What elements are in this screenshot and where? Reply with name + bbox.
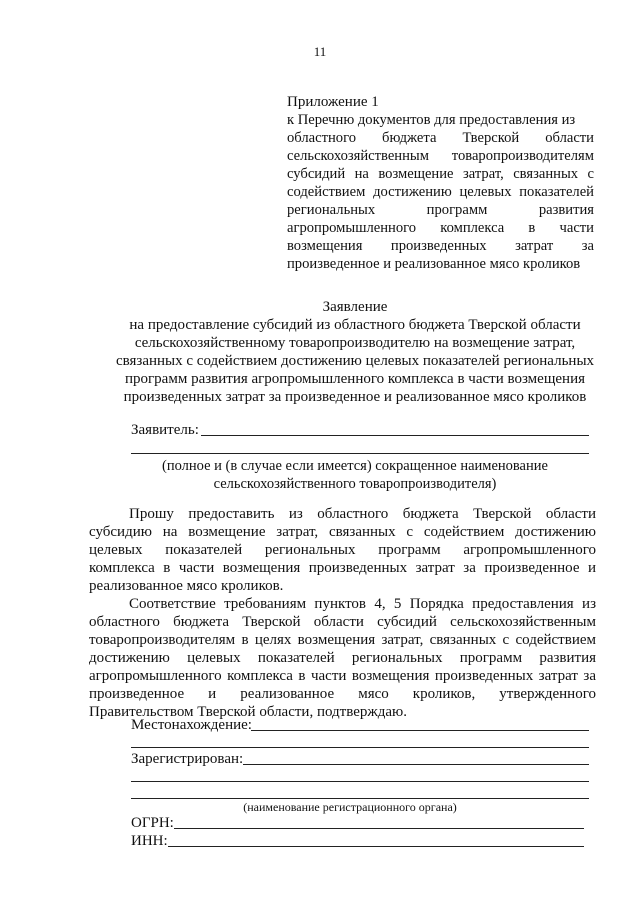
appendix-line: произведенное и реализованное мясо кроликов bbox=[287, 256, 581, 272]
appendix-line: сельскохозяйственным товаропроизводителям bbox=[287, 148, 594, 164]
statement-subtitle-line: сельскохозяйственному товаропроизводителю на возмещение затрат, bbox=[134, 335, 576, 351]
applicant-input-line-2[interactable] bbox=[131, 453, 589, 454]
registered-caption: (наименование регистрационного органа) bbox=[243, 800, 457, 814]
statement-subtitle-line: программ развития агропромышленного комплекса в части возмещения bbox=[125, 371, 585, 387]
statement-subtitle-line: связанных с содействием достижению целевых показателей региональных bbox=[115, 353, 595, 369]
inn-label: ИНН: bbox=[131, 833, 168, 849]
location-label: Местонахождение: bbox=[131, 717, 252, 733]
registered-input-line-2[interactable] bbox=[131, 781, 589, 782]
applicant-caption-line: (полное и (в случае если имеется) сокращенное наименование bbox=[162, 458, 548, 474]
appendix-line: региональных программ развития bbox=[287, 202, 594, 218]
paragraph-1-line: целевых показателей региональных программ агропромышленного bbox=[89, 542, 596, 558]
appendix-line: субсидий на возмещение затрат, связанных с bbox=[287, 166, 594, 182]
page-number: 11 bbox=[313, 44, 327, 59]
registered-label: Зарегистрирован: bbox=[131, 751, 244, 767]
statement-subtitle-line: на предоставление субсидий из областного бюджета Тверской области bbox=[129, 317, 581, 333]
statement-title: Заявление bbox=[322, 299, 388, 315]
ogrn-label: ОГРН: bbox=[131, 815, 174, 831]
appendix-line: агропромышленного комплекса в части bbox=[287, 220, 594, 236]
paragraph-1-line: комплекса в части возмещения произведенных затрат за произведенное и bbox=[89, 560, 596, 576]
appendix-line: областного бюджета Тверской области bbox=[287, 130, 594, 146]
registered-input-line-3[interactable] bbox=[131, 798, 589, 799]
ogrn-input-line[interactable] bbox=[174, 828, 584, 829]
location-input-line[interactable] bbox=[251, 730, 589, 731]
paragraph-1-line: Прошу предоставить из областного бюджета Тверской области bbox=[129, 506, 596, 522]
appendix-line: к Перечню документов для предоставления из bbox=[287, 112, 576, 128]
registered-input-line[interactable] bbox=[243, 764, 589, 765]
paragraph-2-line: достижению целевых показателей региональных программ развития bbox=[89, 650, 596, 666]
location-input-line-2[interactable] bbox=[131, 747, 589, 748]
paragraph-2-line: Правительством Тверской области, подтверждаю. bbox=[89, 704, 408, 720]
inn-input-line[interactable] bbox=[168, 846, 584, 847]
paragraph-2-line: товаропроизводителям в целях возмещения затрат, связанных с содействием bbox=[89, 632, 596, 648]
applicant-label: Заявитель: bbox=[131, 422, 199, 438]
appendix-title: Приложение 1 bbox=[287, 94, 379, 110]
paragraph-1-line: субсидию на возмещение затрат, связанных с содействием достижению bbox=[89, 524, 596, 540]
appendix-line: содействием достижению целевых показателей bbox=[287, 184, 594, 200]
applicant-input-line[interactable] bbox=[201, 435, 589, 436]
paragraph-2-line: агропромышленного комплекса в части возмещения произведенных затрат за bbox=[89, 668, 596, 684]
paragraph-2-line: произведенное и реализованное мясо кроликов, утвержденного bbox=[89, 686, 596, 702]
appendix-line: возмещения произведенных затрат за bbox=[287, 238, 594, 254]
applicant-caption-line: сельскохозяйственного товаропроизводителя) bbox=[213, 476, 497, 492]
paragraph-1-line: реализованное мясо кроликов. bbox=[89, 578, 284, 594]
statement-subtitle-line: произведенных затрат за произведенное и реализованное мясо кроликов bbox=[123, 389, 587, 405]
paragraph-2-line: Соответствие требованиям пунктов 4, 5 Порядка предоставления из bbox=[129, 596, 596, 612]
paragraph-2-line: областного бюджета Тверской области субсидий сельскохозяйственным bbox=[89, 614, 596, 630]
